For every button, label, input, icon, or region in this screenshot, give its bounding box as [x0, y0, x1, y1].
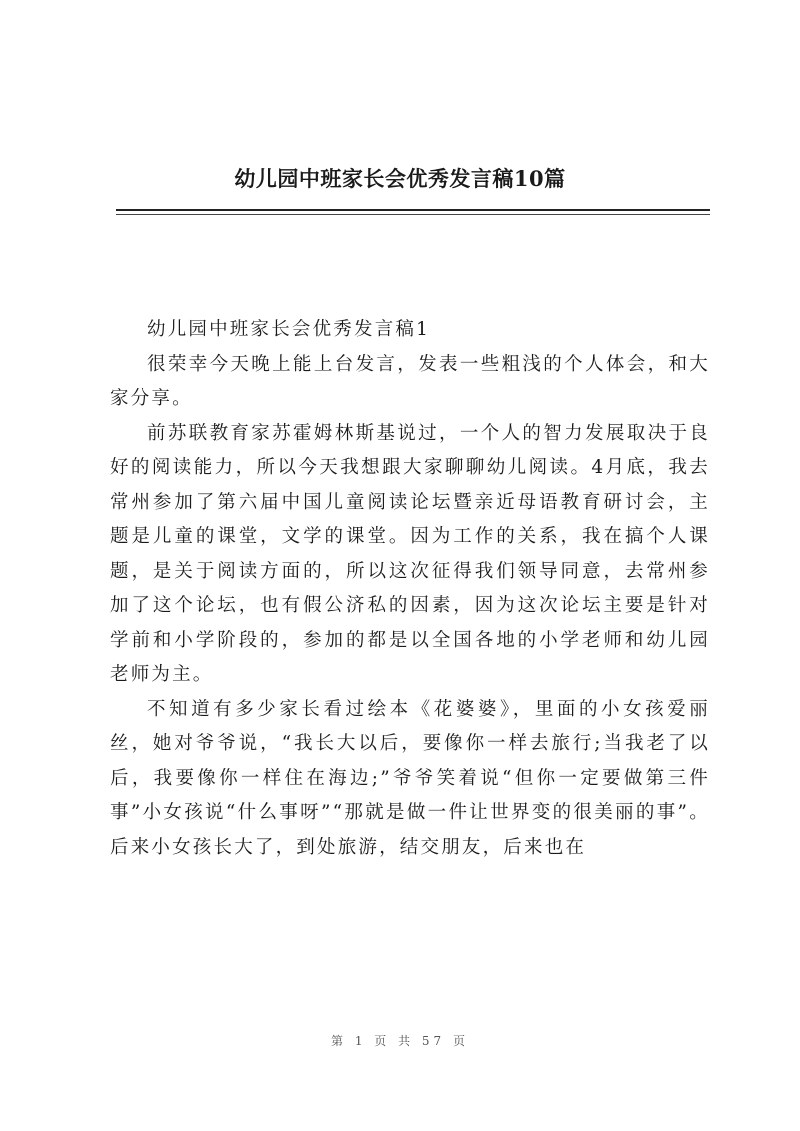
- paragraph: 很荣幸今天晚上能上台发言，发表一些粗浅的个人体会，和大家分享。: [110, 353, 710, 409]
- paragraph: 不知道有多少家长看过绘本《花婆婆》，里面的小女孩爱丽丝，她对爷爷说，“我长大以后，要像你一样去旅行;当我老了以后，我要像你一样住在海边;”爷爷笑着说“但你一定要做第三件事”小女孩说“什么事呀”“那就是做一件让世界变的很美丽的事”。后来小女孩长大了，到处旅游，结交朋友，后来也在: [110, 698, 710, 858]
- document-title: 幼儿园中班家长会优秀发言稿10篇: [234, 166, 566, 191]
- title-divider: [116, 209, 710, 211]
- paragraph: 前苏联教育家苏霍姆林斯基说过，一个人的智力发展取决于良好的阅读能力，所以今天我想跟大家聊聊幼儿阅读。4月底，我去常州参加了第六届中国儿童阅读论坛暨亲近母语教育研讨会，主题是儿童的课堂，文学的课堂。因为工作的关系，我在搞个人课题，是关于阅读方面的，所以这次征得我们领导同意，去常州参加了这个论坛，也有假公济私的因素，因为这次论坛主要是针对学前和小学阶段的，参加的都是以全国各地的小学老师和幼儿园老师为主。: [110, 422, 710, 685]
- document-body: [110, 313, 710, 865]
- section-heading: 幼儿园中班家长会优秀发言稿1: [147, 319, 431, 340]
- page-footer: 第 1 页 共 57 页: [331, 1034, 469, 1048]
- title-divider-thin: [116, 214, 710, 215]
